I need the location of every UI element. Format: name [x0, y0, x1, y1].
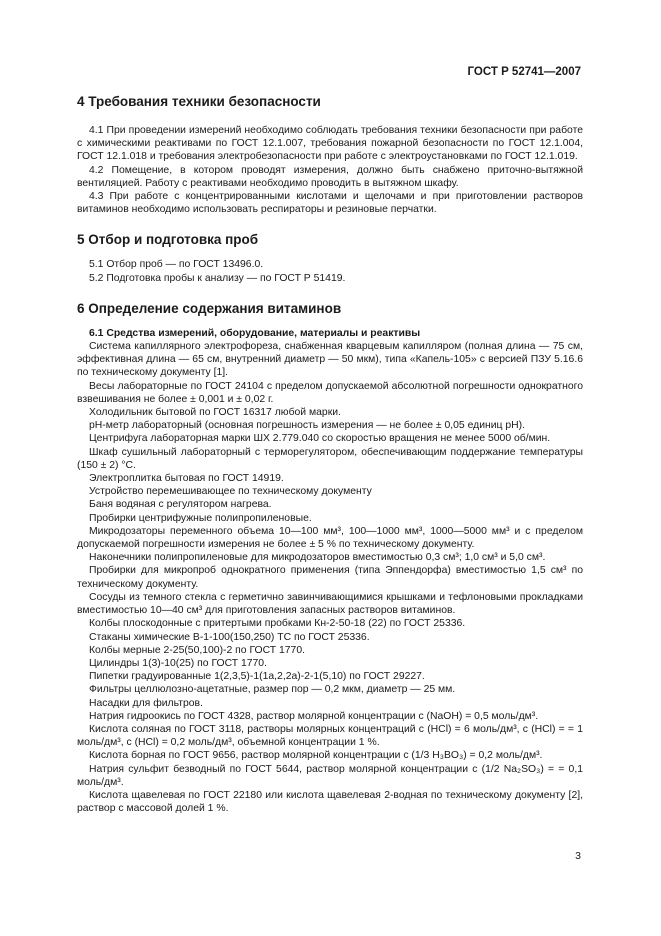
list-item: Микродозаторы переменного объема 10—100 мм³, 100—1000 мм³, 1000—5000 мм³ и с пределом допускаемой погрешности измерения не более ± 5 % по техническому документу.: [77, 525, 583, 551]
list-item: Шкаф сушильный лабораторный с терморегулятором, обеспечивающим поддержание температуры (150 ± 2) °С.: [77, 446, 583, 471]
list-item: Система капиллярного электрофореза, снабженная кварцевым капилляром (полная длина — 75 см, эффективная длина — 65 см, внутренний диаметр — 50 мкм), типа «Капель-105» с версией ПЗУ 5.16.6 по техническому документу [1].: [77, 341, 583, 379]
list-item: Баня водяная с регулятором нагрева.: [89, 499, 272, 511]
page-content: [77, 94, 583, 815]
section-6-title: 6 Определение содержания витаминов: [77, 300, 342, 316]
list-item: Стаканы химические В-1-100(150,250) ТС по ГОСТ 25336.: [89, 631, 370, 643]
paragraph-4-1: 4.1 При проведении измерений необходимо соблюдать требования техники безопасности при работе с химическими реактивами по ГОСТ 12.1.007, требования пожарной безопасности по ГОСТ 12.1.004, ГОСТ 12.1.018 и требования электробезопасности при работе с электроустановками по ГОСТ 12.1.019.: [77, 125, 583, 163]
paragraph-5-1: 5.1 Отбор проб — по ГОСТ 13496.0.: [89, 259, 264, 271]
section-4-title: 4 Требования техники безопасности: [77, 94, 321, 109]
list-item: Пробирки центрифужные полипропиленовые.: [89, 512, 312, 524]
paragraph-4-2: 4.2 Помещение, в котором проводят измерения, должно быть снабжено приточно-вытяжной вентиляцией. Работу с реактивами необходимо проводить в вытяжном шкафу.: [77, 164, 583, 189]
list-item: Пипетки градуированные 1(2,3,5)-1(1а,2,2а)-2-1(5,10) по ГОСТ 29227.: [89, 671, 425, 683]
paragraph-5-2: 5.2 Подготовка пробы к анализу — по ГОСТ Р 51419.: [89, 272, 346, 284]
list-item: Натрия гидроокись по ГОСТ 4328, раствор молярной концентрации c (NaOH) = 0,5 моль/дм³.: [89, 710, 539, 722]
list-item: Пробирки для микропроб однократного применения (типа Эппендорфа) вместимостью 1,5 см³ по техническому документу.: [77, 565, 583, 590]
subsection-6-1-title: 6.1 Средства измерений, оборудование, материалы и реактивы: [89, 327, 421, 339]
list-item: Кислота борная по ГОСТ 9656, раствор молярной концентрации c (1/3 H₃BO₃) = 0,2 моль/дм³.: [89, 750, 543, 762]
list-item: Кислота щавелевая по ГОСТ 22180 или кислота щавелевая 2-водная по техническому документу [2], раствор с массовой долей 1 %.: [77, 789, 583, 815]
list-item: Наконечники полипропиленовые для микродозаторов вместимостью 0,3 см³; 1,0 см³ и 5,0 см³.: [89, 552, 546, 564]
list-item: Центрифуга лабораторная марки ШХ 2.779.040 со скоростью вращения не менее 5000 об/мин.: [89, 433, 551, 445]
list-item: Холодильник бытовой по ГОСТ 16317 любой марки.: [89, 407, 341, 419]
list-item: Сосуды из темного стекла с герметично завинчивающимися крышками и тефлоновыми прокладками вместимостью 10—40 см³ для приготовления запасных растворов витаминов.: [77, 591, 583, 617]
list-item: Весы лабораторные по ГОСТ 24104 с пределом допускаемой абсолютной погрешности однократного взвешивания не более ± 0,001 и ± 0,02 г.: [77, 380, 583, 405]
list-item: Насадки для фильтров.: [89, 697, 203, 709]
list-item: Электроплитка бытовая по ГОСТ 14919.: [89, 473, 284, 485]
list-item: Колбы плоскодонные с притертыми пробками Кн-2-50-18 (22) по ГОСТ 25336.: [89, 618, 466, 630]
document-code-header: ГОСТ Р 52741—2007: [467, 66, 581, 78]
list-item: Кислота соляная по ГОСТ 3118, растворы молярных концентраций c (HCl) = 6 моль/дм³, c (HCl) = = 1 моль/дм³, c (HCl) = 0,2 моль/дм³, объемной концентрации 1 %.: [77, 723, 583, 749]
list-item: Устройство перемешивающее по техническому документу: [89, 486, 372, 498]
list-item: Колбы мерные 2-25(50,100)-2 по ГОСТ 1770.: [89, 644, 305, 656]
page-number: 3: [575, 850, 581, 862]
list-item: Фильтры целлюлозно-ацетатные, размер пор — 0,2 мкм, диаметр — 25 мм.: [89, 684, 456, 696]
list-item: Цилиндры 1(3)-10(25) по ГОСТ 1770.: [89, 657, 267, 669]
paragraph-4-3: 4.3 При работе с концентрированными кислотами и щелочами и при приготовлении растворов витаминов необходимо использовать респираторы и резиновые перчатки.: [77, 191, 583, 216]
list-item: pH-метр лабораторный (основная погрешность измерения — не более ± 0,05 единиц pH).: [89, 420, 526, 432]
list-item: Натрия сульфит безводный по ГОСТ 5644, раствор молярной концентрации c (1/2 Na₂SO₃) = = 0,1 моль/дм³.: [77, 763, 583, 788]
section-5-title: 5 Отбор и подготовка проб: [77, 232, 259, 248]
